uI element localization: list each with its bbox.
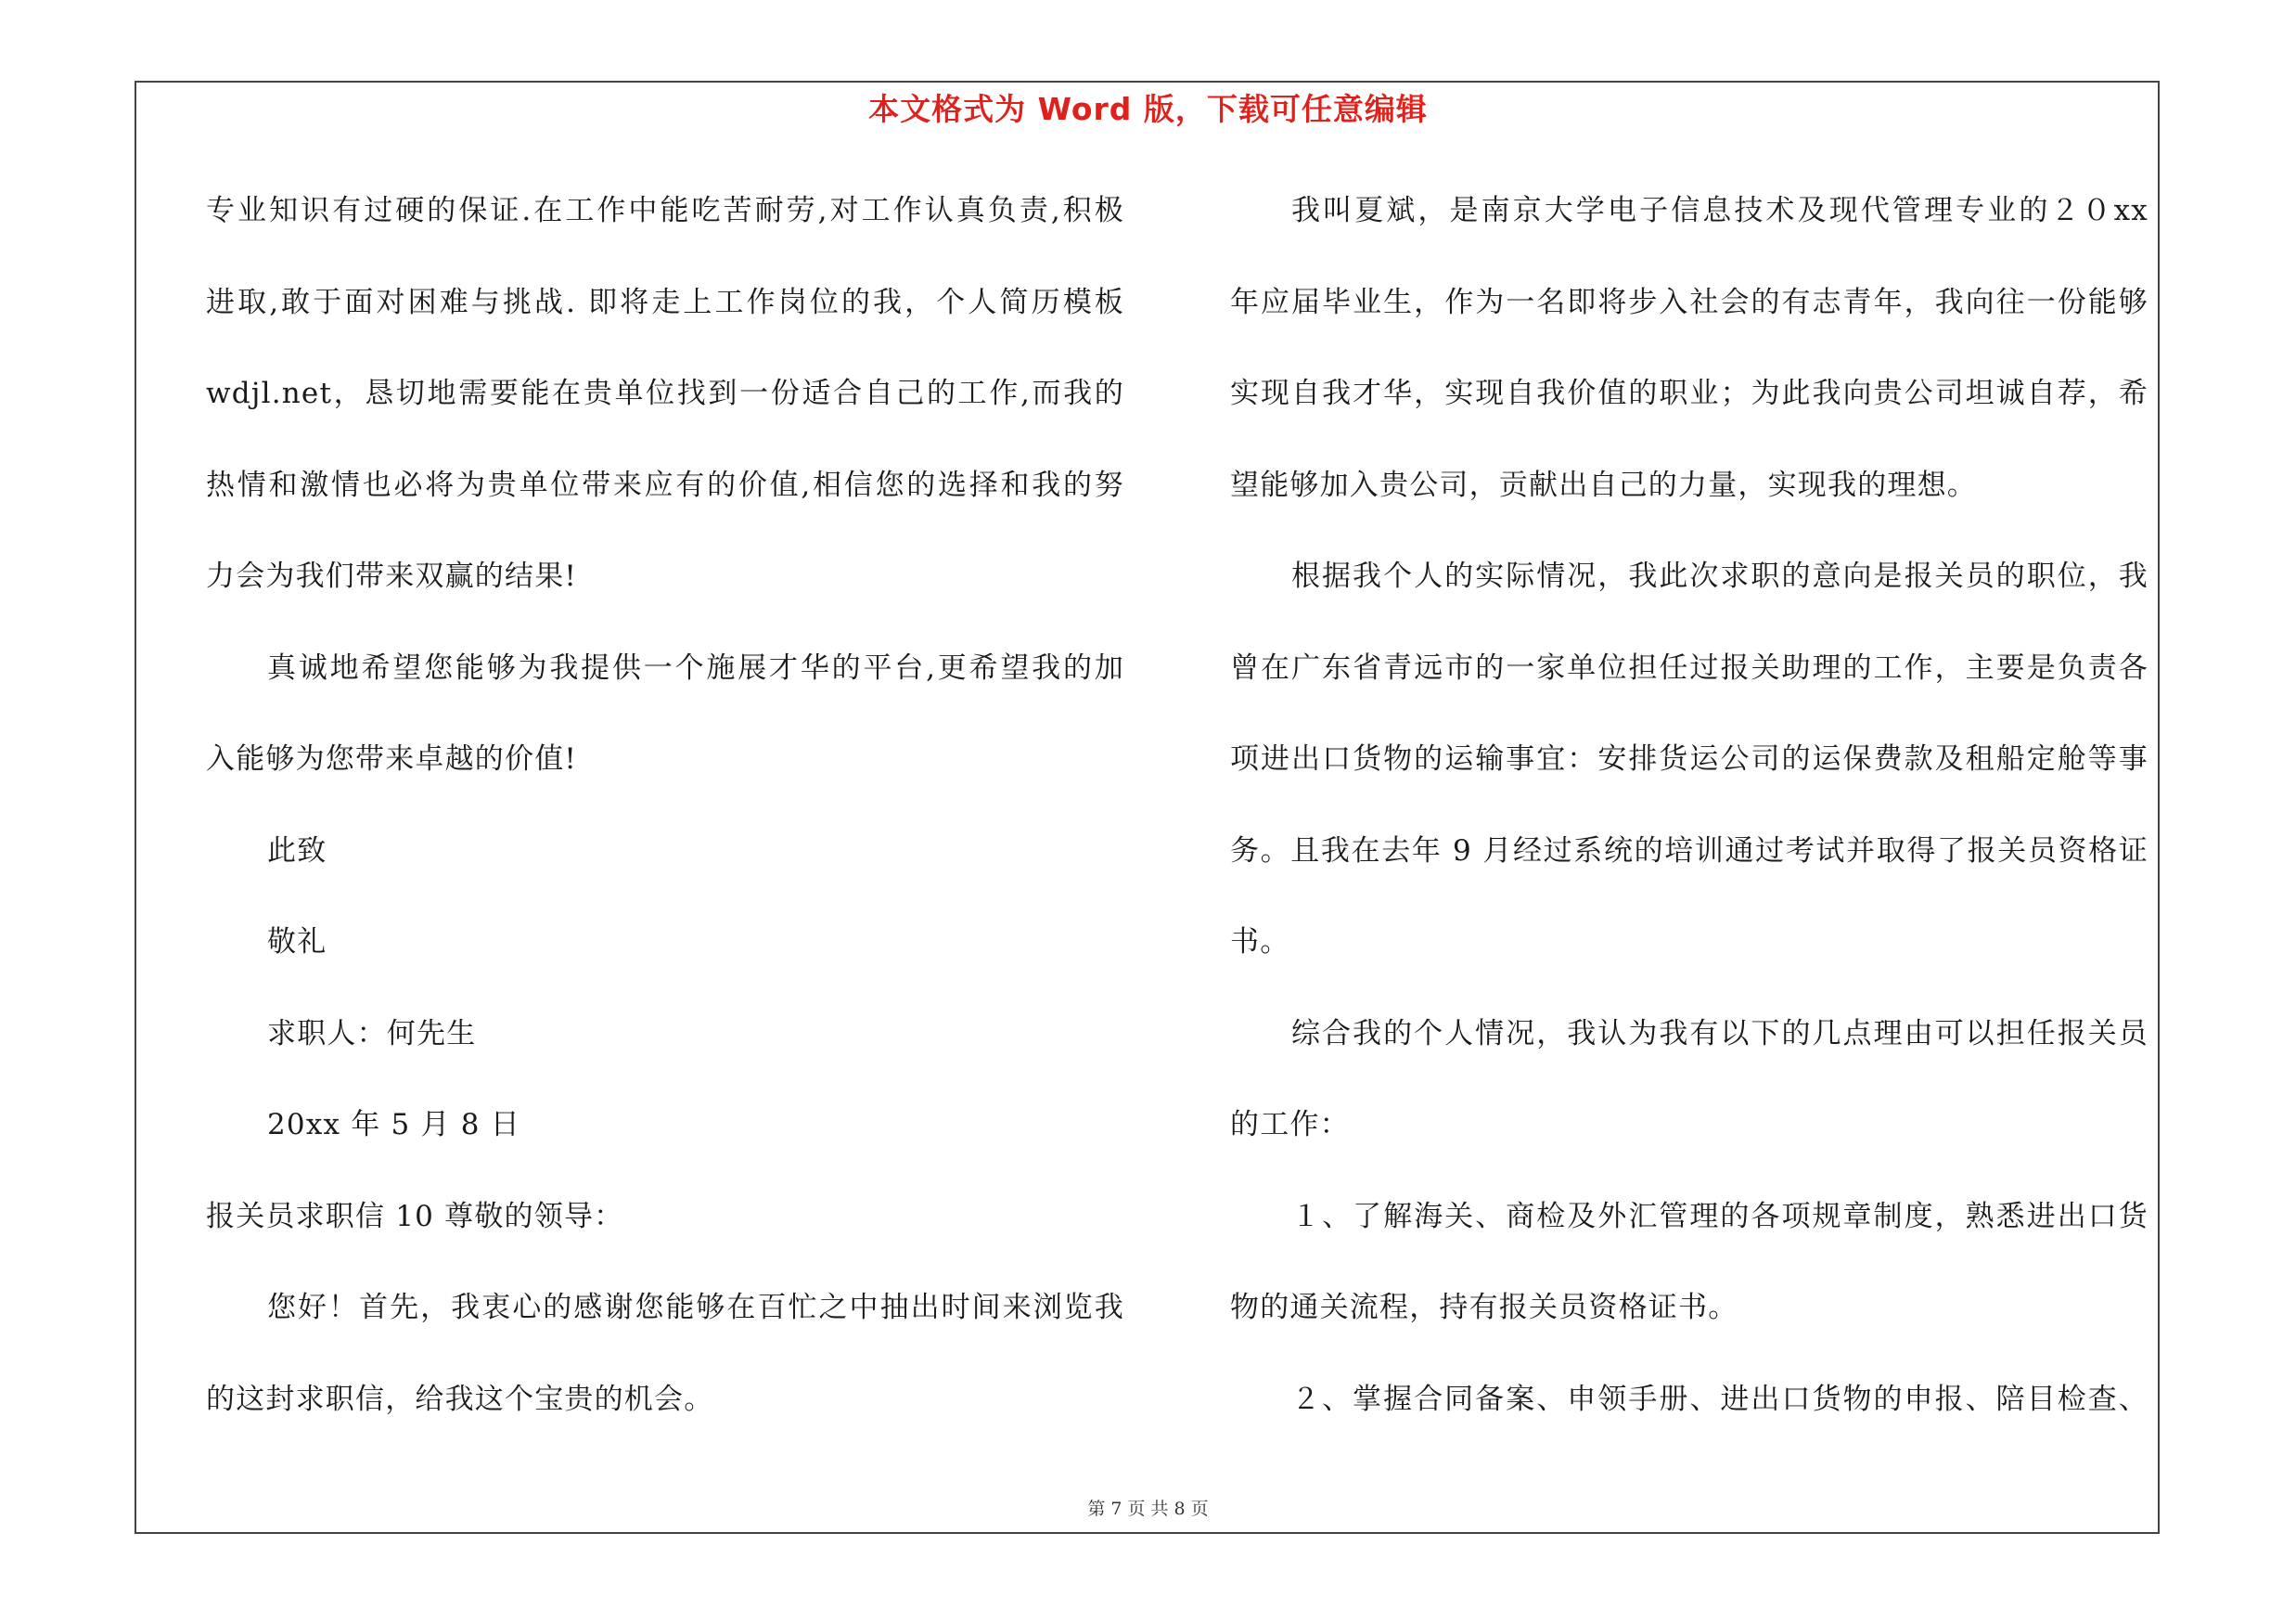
paragraph-line: 望能够加入贵公司，贡献出自己的力量，实现我的理想。 (1230, 468, 1977, 502)
page-number: 第 7 页 共 8 页 (1087, 1499, 1209, 1519)
paragraph-line: 的这封求职信，给我这个宝贵的机会。 (206, 1382, 714, 1416)
paragraph-line: 项进出口货物的运输事宜：安排货运公司的运保费款及租船定舱等事 (1230, 742, 2148, 776)
right-column (1230, 180, 2148, 1460)
left-column (206, 180, 1124, 1460)
paragraph-line: 曾在广东省青远市的一家单位担任过报关助理的工作，主要是负责各 (1230, 650, 2148, 685)
paragraph-line: 务。且我在去年 9 月经过系统的培训通过考试并取得了报关员资格证 (1230, 833, 2148, 868)
letter-heading: 报关员求职信 10 尊敬的领导： (206, 1199, 624, 1233)
paragraph-line: 根据我个人的实际情况，我此次求职的意向是报关员的职位，我 (1291, 560, 2148, 593)
paragraph-line: 实现自我才华，实现自我价值的职业；为此我向贵公司坦诚自荐，希 (1230, 377, 2148, 410)
paragraph-line: 您好！首先，我衷心的感谢您能够在百忙之中抽出时间来浏览我 (267, 1291, 1124, 1324)
format-banner: 本文格式为 Word 版，下载可任意编辑 (868, 91, 1428, 127)
paragraph-line: wdjl.net，恳切地需要能在贵单位找到一份适合自己的工作,而我的 (206, 377, 1124, 410)
paragraph-line: 书。 (1230, 925, 1290, 959)
paragraph-line: 综合我的个人情况，我认为我有以下的几点理由可以担任报关员 (1291, 1016, 2148, 1050)
paragraph-line: 我叫夏斌，是南京大学电子信息技术及现代管理专业的２０xx (1291, 194, 2148, 227)
paragraph-line: 热情和激情也必将为贵单位带来应有的价值,相信您的选择和我的努 (206, 468, 1124, 502)
paragraph-line: 入能够为您带来卓越的价值! (206, 742, 578, 776)
paragraph-line: 进取,敢于面对困难与挑战. 即将走上工作岗位的我，个人简历模板 (206, 285, 1124, 319)
paragraph-line: 真诚地希望您能够为我提供一个施展才华的平台,更希望我的加 (267, 650, 1124, 685)
list-item-line: １、了解海关、商检及外汇管理的各项规章制度，熟悉进出口货 (1291, 1199, 2148, 1233)
signature-line: 求职人：何先生 (267, 1016, 477, 1050)
list-item-line: ２、掌握合同备案、申领手册、进出口货物的申报、陪目检查、 (1291, 1382, 2148, 1416)
date-line: 20xx 年 5 月 8 日 (267, 1108, 520, 1141)
paragraph-line: 专业知识有过硬的保证.在工作中能吃苦耐劳,对工作认真负责,积极 (206, 194, 1124, 227)
closing-line: 此致 (267, 833, 327, 868)
paragraph-line: 的工作： (1230, 1108, 1350, 1141)
salutation-line: 敬礼 (267, 925, 327, 959)
list-item-line: 物的通关流程，持有报关员资格证书。 (1230, 1291, 1738, 1324)
paragraph-line: 力会为我们带来双赢的结果! (206, 560, 578, 593)
paragraph-line: 年应届毕业生，作为一名即将步入社会的有志青年，我向往一份能够 (1230, 285, 2148, 319)
